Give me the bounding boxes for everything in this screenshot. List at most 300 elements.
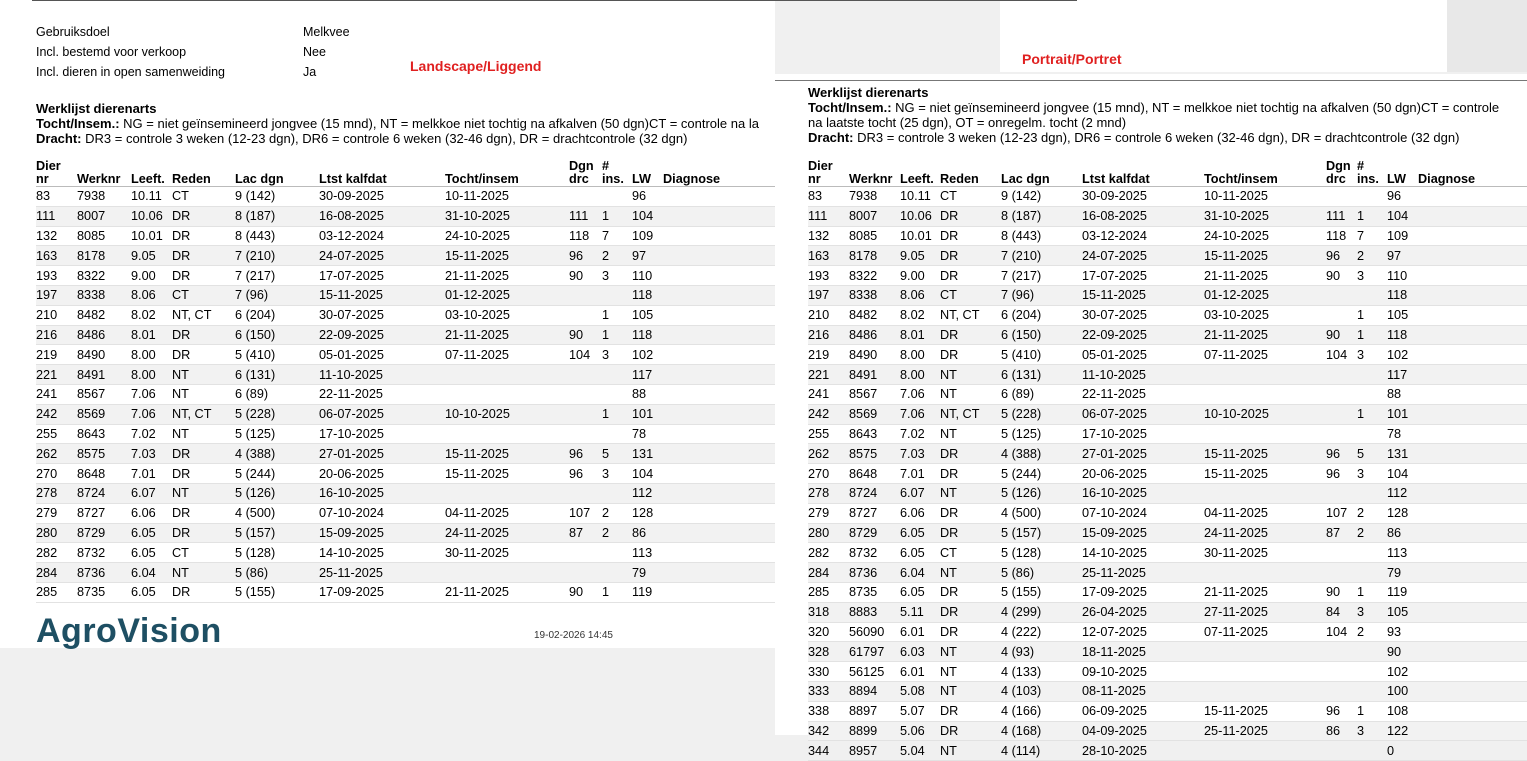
tocht-legend: NG = niet geïnsemineerd jongvee (15 mnd), NT = melkkoe niet tochtig na afkalven (50 dgn)CT = controle xyxy=(891,100,1500,115)
cell-diagnose xyxy=(663,226,775,246)
cell-diagnose xyxy=(1418,285,1527,305)
cell-leeftijd: 6.04 xyxy=(131,563,172,583)
cell-diagnose xyxy=(1418,305,1527,325)
cell-tocht-insem xyxy=(1204,365,1326,385)
cell-tocht-insem: 21-11-2025 xyxy=(1204,266,1326,286)
cell-lac-dgn: 6 (204) xyxy=(235,305,319,325)
cell-dgn-drc xyxy=(569,384,602,404)
cell-reden: DR xyxy=(172,325,235,345)
cell-tocht-insem: 24-11-2025 xyxy=(445,523,569,543)
cell-lac-dgn: 5 (128) xyxy=(235,543,319,563)
col-werknr: Werknr xyxy=(77,156,131,187)
cell-tocht-insem: 10-11-2025 xyxy=(445,187,569,207)
cell-diagnose xyxy=(1418,325,1527,345)
cell-ins xyxy=(602,424,632,444)
col-dier: Dier nr xyxy=(36,156,77,187)
cell-lac-dgn: 6 (150) xyxy=(1001,325,1082,345)
table-row xyxy=(808,187,1527,207)
cell-werknr: 8729 xyxy=(849,523,900,543)
cell-tocht-insem: 30-11-2025 xyxy=(445,543,569,563)
cell-tocht-insem xyxy=(1204,642,1326,662)
cell-leeftijd: 5.07 xyxy=(900,701,940,721)
table-row xyxy=(808,404,1527,424)
cell-reden: NT xyxy=(940,384,1001,404)
cell-kalfdat: 17-10-2025 xyxy=(319,424,445,444)
cell-reden: DR xyxy=(940,345,1001,365)
cell-diagnose xyxy=(1418,662,1527,682)
portrait-label: Portrait/Portret xyxy=(1022,51,1122,67)
cell-leeftijd: 8.00 xyxy=(900,345,940,365)
cell-diagnose xyxy=(1418,187,1527,207)
table-row xyxy=(808,444,1527,464)
cell-ins: 5 xyxy=(602,444,632,464)
cell-tocht-insem: 10-10-2025 xyxy=(1204,404,1326,424)
col-dier: Dier nr xyxy=(808,156,849,187)
cell-kalfdat: 26-04-2025 xyxy=(1082,602,1204,622)
col-lac: Lac dgn xyxy=(235,156,319,187)
cell-dier-nr: 83 xyxy=(808,187,849,207)
landscape-page xyxy=(0,0,775,648)
cell-reden: NT, CT xyxy=(940,305,1001,325)
table-row xyxy=(808,543,1527,563)
cell-lac-dgn: 5 (228) xyxy=(235,404,319,424)
cell-kalfdat: 16-10-2025 xyxy=(1082,483,1204,503)
cell-dier-nr: 242 xyxy=(36,404,77,424)
cell-lw: 101 xyxy=(1387,404,1418,424)
cell-dgn-drc xyxy=(1326,543,1357,563)
cell-diagnose xyxy=(1418,681,1527,701)
cell-tocht-insem: 27-11-2025 xyxy=(1204,602,1326,622)
cell-dier-nr: 219 xyxy=(36,345,77,365)
cell-kalfdat: 12-07-2025 xyxy=(1082,622,1204,642)
cell-diagnose xyxy=(1418,543,1527,563)
cell-reden: CT xyxy=(940,285,1001,305)
cell-diagnose xyxy=(1418,246,1527,266)
cell-leeftijd: 6.03 xyxy=(900,642,940,662)
table-row xyxy=(36,305,775,325)
cell-diagnose xyxy=(663,563,775,583)
cell-dgn-drc: 107 xyxy=(569,503,602,523)
cell-ins: 2 xyxy=(602,503,632,523)
cell-kalfdat: 20-06-2025 xyxy=(1082,464,1204,484)
col-tocht: Tocht/insem xyxy=(445,156,569,187)
cell-tocht-insem: 10-10-2025 xyxy=(445,404,569,424)
cell-dier-nr: 216 xyxy=(36,325,77,345)
cell-lac-dgn: 5 (244) xyxy=(235,464,319,484)
cell-werknr: 8007 xyxy=(849,206,900,226)
print-timestamp: 19-02-2026 14:45 xyxy=(534,630,613,641)
cell-dgn-drc xyxy=(1326,424,1357,444)
cell-lw: 113 xyxy=(1387,543,1418,563)
table-row xyxy=(808,582,1527,602)
cell-ins: 3 xyxy=(1357,345,1387,365)
cell-dier-nr: 279 xyxy=(808,503,849,523)
table-header-row xyxy=(36,156,775,187)
cell-ins: 2 xyxy=(1357,246,1387,266)
table-row xyxy=(808,662,1527,682)
meta-value-gebruiksdoel: Melkvee xyxy=(303,25,350,39)
cell-diagnose xyxy=(1418,503,1527,523)
cell-lac-dgn: 8 (443) xyxy=(1001,226,1082,246)
cell-lac-dgn: 6 (89) xyxy=(235,384,319,404)
table-row xyxy=(808,424,1527,444)
cell-werknr: 56090 xyxy=(849,622,900,642)
cell-werknr: 8883 xyxy=(849,602,900,622)
cell-diagnose xyxy=(663,523,775,543)
cell-werknr: 8490 xyxy=(77,345,131,365)
table-row xyxy=(808,464,1527,484)
cell-dier-nr: 279 xyxy=(36,503,77,523)
cell-tocht-insem: 15-11-2025 xyxy=(445,464,569,484)
cell-leeftijd: 6.05 xyxy=(900,543,940,563)
cell-reden: DR xyxy=(940,602,1001,622)
cell-dier-nr: 221 xyxy=(36,365,77,385)
cell-lw: 122 xyxy=(1387,721,1418,741)
cell-leeftijd: 8.00 xyxy=(131,345,172,365)
cell-diagnose xyxy=(1418,206,1527,226)
table-row xyxy=(36,582,775,602)
table-row xyxy=(36,444,775,464)
worklist-title: Werklijst dierenarts xyxy=(36,101,157,116)
cell-lw: 101 xyxy=(632,404,663,424)
cell-werknr: 8729 xyxy=(77,523,131,543)
cell-reden: DR xyxy=(172,503,235,523)
cell-tocht-insem: 24-11-2025 xyxy=(1204,523,1326,543)
cell-leeftijd: 8.00 xyxy=(131,365,172,385)
cell-reden: NT xyxy=(172,365,235,385)
cell-dier-nr: 285 xyxy=(36,582,77,602)
cell-diagnose xyxy=(663,266,775,286)
cell-lw: 105 xyxy=(1387,305,1418,325)
cell-tocht-insem: 24-10-2025 xyxy=(1204,226,1326,246)
cell-lw: 0 xyxy=(1387,741,1418,761)
cell-dier-nr: 193 xyxy=(808,266,849,286)
cell-dier-nr: 132 xyxy=(36,226,77,246)
col-diagnose: Diagnose xyxy=(663,156,775,187)
table-row xyxy=(808,345,1527,365)
table-row xyxy=(808,483,1527,503)
cell-dier-nr: 255 xyxy=(36,424,77,444)
cell-ins: 2 xyxy=(602,523,632,543)
cell-dgn-drc xyxy=(1326,741,1357,761)
cell-kalfdat: 11-10-2025 xyxy=(319,365,445,385)
cell-tocht-insem: 03-10-2025 xyxy=(1204,305,1326,325)
dracht-legend: DR3 = controle 3 weken (12-23 dgn), DR6 = controle 6 weken (32-46 dgn), DR = drachtcontrole (32 dgn) xyxy=(853,130,1460,145)
cell-reden: NT, CT xyxy=(172,404,235,424)
cell-dier-nr: 285 xyxy=(808,582,849,602)
cell-tocht-insem: 21-11-2025 xyxy=(1204,325,1326,345)
cell-dgn-drc: 104 xyxy=(1326,345,1357,365)
cell-werknr: 8567 xyxy=(849,384,900,404)
cell-dier-nr: 328 xyxy=(808,642,849,662)
cell-lw: 105 xyxy=(1387,602,1418,622)
cell-diagnose xyxy=(663,464,775,484)
cell-leeftijd: 5.06 xyxy=(900,721,940,741)
cell-lw: 113 xyxy=(632,543,663,563)
cell-ins xyxy=(1357,365,1387,385)
cell-leeftijd: 7.06 xyxy=(900,384,940,404)
cell-kalfdat: 30-09-2025 xyxy=(319,187,445,207)
cell-kalfdat: 22-09-2025 xyxy=(1082,325,1204,345)
cell-leeftijd: 10.11 xyxy=(131,187,172,207)
cell-ins: 1 xyxy=(602,206,632,226)
cell-diagnose xyxy=(1418,701,1527,721)
cell-ins xyxy=(1357,662,1387,682)
cell-tocht-insem xyxy=(1204,424,1326,444)
cell-leeftijd: 7.06 xyxy=(131,384,172,404)
cell-kalfdat: 17-07-2025 xyxy=(319,266,445,286)
cell-tocht-insem: 15-11-2025 xyxy=(445,444,569,464)
worklist-table xyxy=(36,156,775,603)
cell-dier-nr: 284 xyxy=(808,563,849,583)
cell-tocht-insem xyxy=(1204,681,1326,701)
cell-diagnose xyxy=(663,384,775,404)
cell-reden: DR xyxy=(940,266,1001,286)
cell-lac-dgn: 5 (157) xyxy=(235,523,319,543)
cell-reden: NT xyxy=(172,563,235,583)
cell-kalfdat: 16-10-2025 xyxy=(319,483,445,503)
cell-dgn-drc: 96 xyxy=(1326,444,1357,464)
cell-dgn-drc xyxy=(569,483,602,503)
tocht-legend-cont: na laatste tocht (25 dgn), OT = onregelm. tocht (2 mnd) xyxy=(808,115,1127,130)
cell-diagnose xyxy=(663,543,775,563)
cell-dier-nr: 278 xyxy=(36,483,77,503)
page-border xyxy=(775,80,1527,81)
cell-lw: 118 xyxy=(632,285,663,305)
table-row xyxy=(808,206,1527,226)
cell-lac-dgn: 7 (217) xyxy=(235,266,319,286)
cell-kalfdat: 07-10-2024 xyxy=(1082,503,1204,523)
cell-dier-nr: 255 xyxy=(808,424,849,444)
cell-dier-nr: 219 xyxy=(808,345,849,365)
cell-reden: DR xyxy=(940,325,1001,345)
cell-leeftijd: 8.02 xyxy=(131,305,172,325)
cell-kalfdat: 05-01-2025 xyxy=(319,345,445,365)
cell-kalfdat: 30-09-2025 xyxy=(1082,187,1204,207)
cell-leeftijd: 8.06 xyxy=(900,285,940,305)
cell-werknr: 8957 xyxy=(849,741,900,761)
cell-ins xyxy=(1357,285,1387,305)
cell-lw: 88 xyxy=(1387,384,1418,404)
cell-lw: 79 xyxy=(1387,563,1418,583)
cell-dier-nr: 280 xyxy=(808,523,849,543)
cell-kalfdat: 06-09-2025 xyxy=(1082,701,1204,721)
meta-value-verkoop: Nee xyxy=(303,45,326,59)
cell-reden: NT xyxy=(172,483,235,503)
cell-lw: 109 xyxy=(632,226,663,246)
cell-dier-nr: 330 xyxy=(808,662,849,682)
cell-kalfdat: 30-07-2025 xyxy=(1082,305,1204,325)
cell-leeftijd: 6.05 xyxy=(131,543,172,563)
cell-lac-dgn: 6 (89) xyxy=(1001,384,1082,404)
cell-lac-dgn: 5 (410) xyxy=(1001,345,1082,365)
cell-reden: DR xyxy=(940,246,1001,266)
cell-lac-dgn: 6 (204) xyxy=(1001,305,1082,325)
col-kalfdat: Ltst kalfdat xyxy=(319,156,445,187)
cell-diagnose xyxy=(1418,404,1527,424)
table-row xyxy=(808,325,1527,345)
cell-dgn-drc xyxy=(569,365,602,385)
cell-reden: DR xyxy=(940,503,1001,523)
cell-lac-dgn: 5 (244) xyxy=(1001,464,1082,484)
cell-diagnose xyxy=(663,444,775,464)
table-row xyxy=(36,345,775,365)
cell-werknr: 8322 xyxy=(77,266,131,286)
cell-reden: NT xyxy=(940,662,1001,682)
cell-kalfdat: 15-11-2025 xyxy=(319,285,445,305)
col-kalfdat: Ltst kalfdat xyxy=(1082,156,1204,187)
col-dgn: Dgn drc xyxy=(569,156,602,187)
cell-ins: 1 xyxy=(1357,701,1387,721)
cell-kalfdat: 22-09-2025 xyxy=(319,325,445,345)
cell-reden: NT xyxy=(172,424,235,444)
cell-werknr: 8735 xyxy=(849,582,900,602)
cell-lac-dgn: 5 (125) xyxy=(1001,424,1082,444)
cell-leeftijd: 6.05 xyxy=(900,582,940,602)
cell-ins: 1 xyxy=(602,582,632,602)
cell-dier-nr: 221 xyxy=(808,365,849,385)
cell-tocht-insem: 24-10-2025 xyxy=(445,226,569,246)
cell-dier-nr: 163 xyxy=(808,246,849,266)
cell-lw: 128 xyxy=(632,503,663,523)
cell-ins: 2 xyxy=(1357,503,1387,523)
cell-lac-dgn: 4 (168) xyxy=(1001,721,1082,741)
cell-lw: 119 xyxy=(1387,582,1418,602)
cell-werknr: 8491 xyxy=(77,365,131,385)
cell-dgn-drc xyxy=(1326,187,1357,207)
cell-diagnose xyxy=(663,582,775,602)
cell-reden: NT xyxy=(940,365,1001,385)
cell-ins: 7 xyxy=(602,226,632,246)
cell-lac-dgn: 7 (210) xyxy=(235,246,319,266)
cell-dier-nr: 197 xyxy=(36,285,77,305)
cell-dier-nr: 216 xyxy=(808,325,849,345)
cell-reden: DR xyxy=(940,464,1001,484)
cell-dgn-drc: 104 xyxy=(569,345,602,365)
cell-tocht-insem xyxy=(445,365,569,385)
cell-leeftijd: 9.05 xyxy=(900,246,940,266)
cell-ins xyxy=(602,543,632,563)
cell-lac-dgn: 5 (155) xyxy=(235,582,319,602)
table-row xyxy=(808,246,1527,266)
cell-tocht-insem: 15-11-2025 xyxy=(445,246,569,266)
cell-dgn-drc: 107 xyxy=(1326,503,1357,523)
cell-tocht-insem: 15-11-2025 xyxy=(1204,464,1326,484)
cell-dgn-drc xyxy=(1326,404,1357,424)
cell-lac-dgn: 7 (96) xyxy=(1001,285,1082,305)
cell-ins: 1 xyxy=(1357,325,1387,345)
cell-kalfdat: 25-11-2025 xyxy=(319,563,445,583)
cell-diagnose xyxy=(1418,424,1527,444)
cell-lac-dgn: 6 (131) xyxy=(1001,365,1082,385)
cell-dgn-drc: 87 xyxy=(569,523,602,543)
cell-lw: 131 xyxy=(1387,444,1418,464)
cell-lac-dgn: 4 (166) xyxy=(1001,701,1082,721)
cell-lac-dgn: 6 (131) xyxy=(235,365,319,385)
col-leeft: Leeft. xyxy=(131,156,172,187)
cell-werknr: 7938 xyxy=(849,187,900,207)
cell-lw: 131 xyxy=(632,444,663,464)
cell-diagnose xyxy=(1418,741,1527,761)
cell-reden: CT xyxy=(940,187,1001,207)
cell-dgn-drc xyxy=(569,285,602,305)
cell-lw: 118 xyxy=(1387,285,1418,305)
cell-dgn-drc: 90 xyxy=(569,266,602,286)
cell-kalfdat: 03-12-2024 xyxy=(319,226,445,246)
cell-lw: 86 xyxy=(1387,523,1418,543)
cell-dier-nr: 338 xyxy=(808,701,849,721)
table-row xyxy=(36,246,775,266)
cell-werknr: 8491 xyxy=(849,365,900,385)
cell-leeftijd: 10.06 xyxy=(900,206,940,226)
cell-reden: NT xyxy=(940,424,1001,444)
cell-tocht-insem xyxy=(445,384,569,404)
window-edge xyxy=(1447,0,1527,72)
cell-lac-dgn: 9 (142) xyxy=(1001,187,1082,207)
cell-leeftijd: 6.04 xyxy=(900,563,940,583)
cell-lac-dgn: 4 (114) xyxy=(1001,741,1082,761)
cell-tocht-insem xyxy=(1204,483,1326,503)
table-row xyxy=(36,206,775,226)
cell-dier-nr: 197 xyxy=(808,285,849,305)
cell-dgn-drc xyxy=(1326,285,1357,305)
cell-kalfdat: 15-09-2025 xyxy=(1082,523,1204,543)
cell-leeftijd: 9.00 xyxy=(900,266,940,286)
cell-ins: 3 xyxy=(1357,602,1387,622)
col-ins: # ins. xyxy=(1357,156,1387,187)
cell-lac-dgn: 5 (228) xyxy=(1001,404,1082,424)
cell-lac-dgn: 4 (500) xyxy=(1001,503,1082,523)
cell-kalfdat: 11-10-2025 xyxy=(1082,365,1204,385)
table-row xyxy=(808,365,1527,385)
cell-reden: DR xyxy=(940,206,1001,226)
cell-dier-nr: 262 xyxy=(808,444,849,464)
cell-werknr: 8724 xyxy=(849,483,900,503)
table-row xyxy=(808,622,1527,642)
cell-dgn-drc: 111 xyxy=(569,206,602,226)
cell-diagnose xyxy=(663,424,775,444)
cell-diagnose xyxy=(1418,582,1527,602)
cell-dgn-drc: 96 xyxy=(569,464,602,484)
agrovision-logo: AgroVision xyxy=(36,612,222,650)
cell-lw: 109 xyxy=(1387,226,1418,246)
cell-diagnose xyxy=(1418,384,1527,404)
cell-werknr: 8567 xyxy=(77,384,131,404)
cell-dgn-drc: 118 xyxy=(569,226,602,246)
col-diagnose: Diagnose xyxy=(1418,156,1527,187)
cell-lac-dgn: 4 (388) xyxy=(1001,444,1082,464)
cell-reden: NT xyxy=(940,681,1001,701)
cell-lac-dgn: 4 (299) xyxy=(1001,602,1082,622)
cell-lac-dgn: 5 (128) xyxy=(1001,543,1082,563)
cell-dgn-drc xyxy=(569,543,602,563)
cell-kalfdat: 27-01-2025 xyxy=(319,444,445,464)
cell-lac-dgn: 5 (86) xyxy=(235,563,319,583)
cell-werknr: 8727 xyxy=(77,503,131,523)
cell-kalfdat: 22-11-2025 xyxy=(319,384,445,404)
cell-reden: NT xyxy=(940,642,1001,662)
cell-werknr: 8732 xyxy=(77,543,131,563)
cell-leeftijd: 7.06 xyxy=(900,404,940,424)
cell-dier-nr: 320 xyxy=(808,622,849,642)
table-row xyxy=(36,543,775,563)
table-row xyxy=(36,285,775,305)
cell-dgn-drc: 118 xyxy=(1326,226,1357,246)
cell-werknr: 8178 xyxy=(849,246,900,266)
cell-lac-dgn: 7 (210) xyxy=(1001,246,1082,266)
cell-tocht-insem: 10-11-2025 xyxy=(1204,187,1326,207)
cell-kalfdat: 17-09-2025 xyxy=(319,582,445,602)
